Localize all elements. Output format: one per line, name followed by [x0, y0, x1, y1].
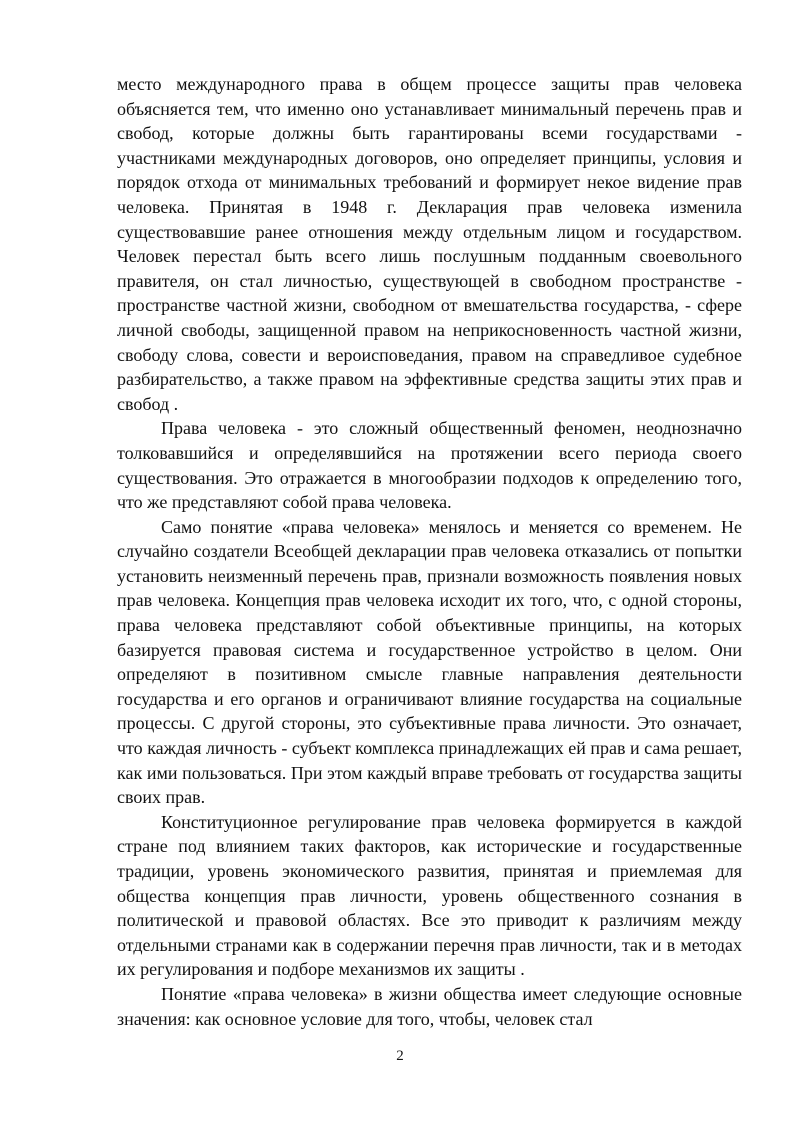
page-number: 2	[396, 1048, 404, 1064]
paragraph-3: Само понятие «права человека» менялось и меняется со временем. Не случайно создатели Всеобщей декларации прав человека отказались от попытки установить неизменный перечень прав, признали возможность появления новых прав человека. Концепция прав человека исходит их того, что, с одной стороны, права человека представляют собой объективные принципы, на которых базируется правовая система и государственное устройство в целом. Они определяют в позитивном смысле главные направления деятельности государства и его органов и ограничивают влияние государства на социальные процессы. С другой стороны, это субъективные права личности. Это означает, что каждая личность - субъект комплекса принадлежащих ей прав и сама решает, как ими пользоваться. При этом каждый вправе требовать от государства защиты своих прав.	[117, 516, 742, 808]
paragraph-2: Права человека - это сложный общественный феномен, неоднозначно толковавшийся и определявшийся на протяжении всего периода своего существования. Это отражается в многообразии подходов к определению того, что же представляют собой права человека.	[117, 418, 742, 513]
paragraph-5: Понятие «права человека» в жизни общества имеет следующие основные значения: как основное условие для того, чтобы, человек стал	[117, 983, 742, 1029]
paragraph-4: Конституционное регулирование прав человека формируется в каждой стране под влиянием таких факторов, как исторические и государственные традиции, уровень экономического развития, принятая и приемлемая для общества концепция прав личности, уровень общественного сознания в политической и правовой областях. Все это приводит к различиям между отдельными странами как в содержании перечня прав личности, так и в методах их регулирования и подборе механизмов их защиты .	[117, 811, 742, 980]
document-body	[117, 72, 742, 1031]
paragraph-1: место международного права в общем процессе защиты прав человека объясняется тем, что именно оно устанавливает минимальный перечень прав и свобод, которые должны быть гарантированы всеми государствами - участниками международных договоров, оно определяет принципы, условия и порядок отхода от минимальных требований и формирует некое видение прав человека. Принятая в 1948 г. Декларация прав человека изменила существовавшие ранее отношения между отдельным лицом и государством. Человек перестал быть всего лишь послушным подданным своевольного правителя, он стал личностью, существующей в свободном пространстве - пространстве частной жизни, свободном от вмешательства государства, - сфере личной свободы, защищенной правом на неприкосновенность частной жизни, свободу слова, совести и вероисповедания, правом на справедливое судебное разбирательство, а также правом на эффективные средства защиты этих прав и свобод .	[117, 74, 742, 414]
